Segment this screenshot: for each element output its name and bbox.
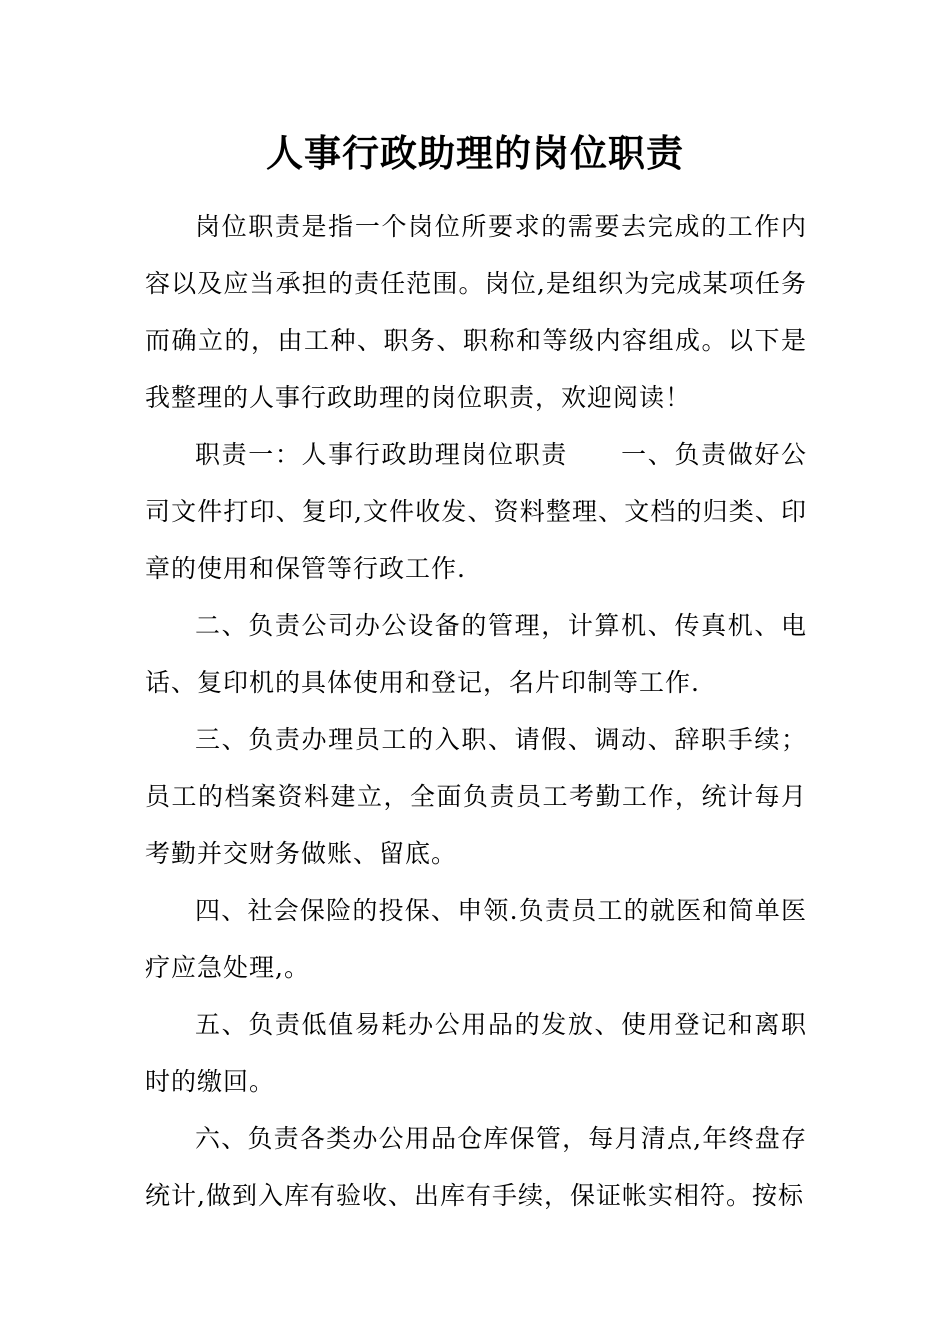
paragraph-item-two: 二、负责公司办公设备的管理，计算机、传真机、电话、复印机的具体使用和登记，名片印制等工作. (145, 611, 807, 697)
document-title: 人事行政助理的岗位职责 (266, 131, 684, 175)
paragraph-item-three: 三、负责办理员工的入职、请假、调动、辞职手续；员工的档案资料建立，全面负责员工考勤工作，统计每月考勤并交财务做账、留底。 (145, 725, 807, 868)
paragraph-item-five: 五、负责低值易耗办公用品的发放、使用登记和离职时的缴回。 (145, 1010, 807, 1096)
paragraph-intro: 岗位职责是指一个岗位所要求的需要去完成的工作内容以及应当承担的责任范围。岗位,是组织为完成某项任务而确立的，由工种、职务、职称和等级内容组成。以下是我整理的人事行政助理的岗位职责，欢迎阅读！ (145, 212, 807, 412)
paragraph-item-six: 六、负责各类办公用品仓库保管，每月清点,年终盘存统计,做到入库有验收、出库有手续，保证帐实相符。按标 (145, 1124, 807, 1210)
paragraph-item-four: 四、社会保险的投保、申领.负责员工的就医和简单医疗应急处理,。 (145, 896, 807, 982)
document-body (145, 198, 807, 1224)
paragraph-duty-one: 职责一：人事行政助理岗位职责 一、负责做好公司文件打印、复印,文件收发、资料整理、文档的归类、印章的使用和保管等行政工作. (145, 440, 807, 583)
